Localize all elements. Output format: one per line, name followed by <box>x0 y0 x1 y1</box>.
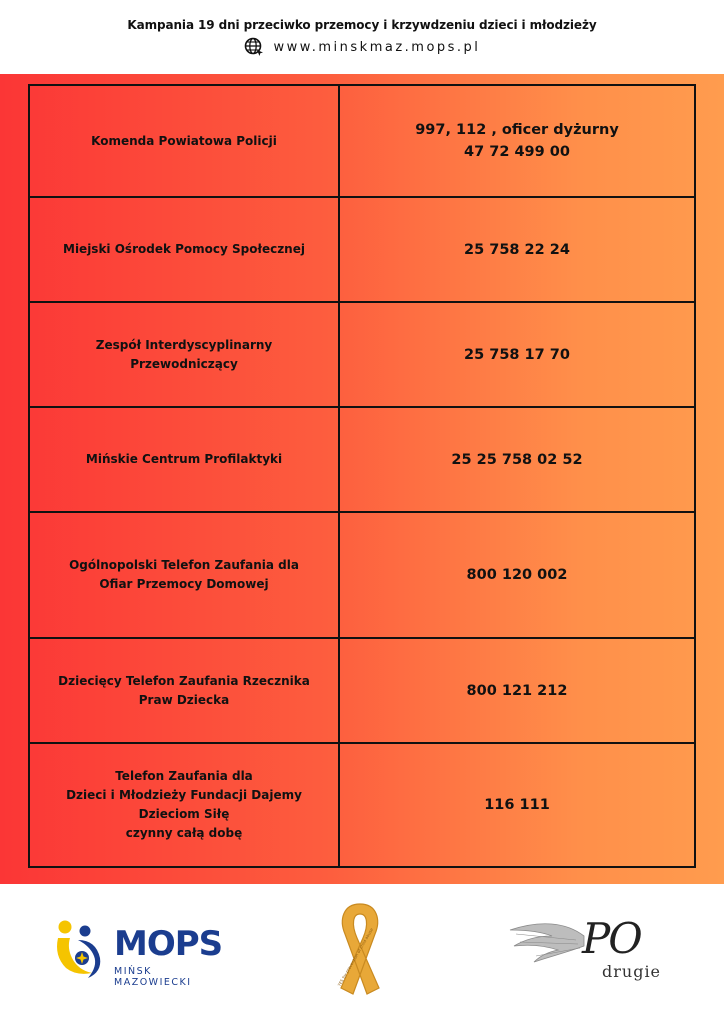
contact-name: Praw Dziecka <box>138 692 230 707</box>
contacts-table <box>28 84 696 868</box>
mops-logo <box>52 918 232 988</box>
contact-name-cell <box>29 743 339 867</box>
table-row <box>29 407 695 512</box>
contact-name: Dziecięcy Telefon Zaufania Rzecznika <box>58 673 310 688</box>
contact-name-cell <box>29 85 339 197</box>
table-row <box>29 197 695 302</box>
table-row <box>29 743 695 867</box>
contact-name: Dzieciom Siłę <box>138 807 230 821</box>
contact-name: Ogólnopolski Telefon Zaufania dla <box>69 558 299 572</box>
contact-name: Telefon Zaufania dla <box>115 769 253 783</box>
contact-number: 800 120 002 <box>466 567 568 583</box>
contact-name-cell <box>29 197 339 302</box>
website-link[interactable]: www.minskmaz.mops.pl <box>273 39 481 55</box>
mops-logo-subtitle: MIŃSK MAZOWIECKI <box>114 966 192 988</box>
campaign-title: Kampania 19 dni przeciwko przemocy i krzywdzeniu dzieci i młodzieży <box>127 18 597 32</box>
contact-number: 25 758 22 24 <box>464 241 570 258</box>
contact-name-cell <box>29 512 339 638</box>
contact-number: 997, 112 , oficer dyżurny <box>415 122 619 138</box>
mops-logo-title: MOPS <box>114 924 223 964</box>
contact-number: 25 758 17 70 <box>464 346 570 363</box>
table-row <box>29 302 695 407</box>
contact-number: 25 25 758 02 52 <box>451 451 583 468</box>
contact-name: czynny całą dobę <box>125 826 243 840</box>
ribbon-text: YES for prevention of child abuse <box>336 927 375 988</box>
contact-number: 47 72 499 00 <box>464 144 570 160</box>
contact-name: Zespół Interdyscyplinarny <box>95 337 273 352</box>
contact-name: Ofiar Przemocy Domowej <box>99 577 269 591</box>
contact-number-cell <box>339 197 695 302</box>
contact-name: Miejski Ośrodek Pomocy Społecznej <box>63 242 305 256</box>
table-row <box>29 638 695 743</box>
awareness-ribbon-icon <box>315 898 405 1008</box>
table-row <box>29 85 695 197</box>
contact-name: Komenda Powiatowa Policji <box>91 133 277 148</box>
contact-number-cell <box>339 407 695 512</box>
podrugie-logo <box>506 910 662 990</box>
contact-number-cell <box>339 85 695 197</box>
contact-name: Przewodniczący <box>130 356 238 371</box>
wing-icon <box>506 916 586 966</box>
page-header <box>0 0 724 74</box>
contact-number-cell <box>339 638 695 743</box>
contact-name-cell <box>29 638 339 743</box>
contact-number: 116 111 <box>484 797 550 813</box>
globe-icon <box>244 37 264 57</box>
website-line <box>0 37 724 57</box>
table-row <box>29 512 695 638</box>
contact-name-cell <box>29 302 339 407</box>
contact-name-cell <box>29 407 339 512</box>
footer-logos <box>0 884 724 1024</box>
contact-number-cell <box>339 512 695 638</box>
mops-emblem-icon <box>52 918 112 984</box>
podrugie-logo-main: PO <box>582 914 641 963</box>
contact-name: Mińskie Centrum Profilaktyki <box>85 452 283 466</box>
contact-number-cell <box>339 302 695 407</box>
contact-number-cell <box>339 743 695 867</box>
contact-number: 800 121 212 <box>466 682 568 699</box>
contact-name: Dzieci i Młodzieży Fundacji Dajemy <box>66 788 302 802</box>
podrugie-logo-sub: drugie <box>602 962 662 981</box>
